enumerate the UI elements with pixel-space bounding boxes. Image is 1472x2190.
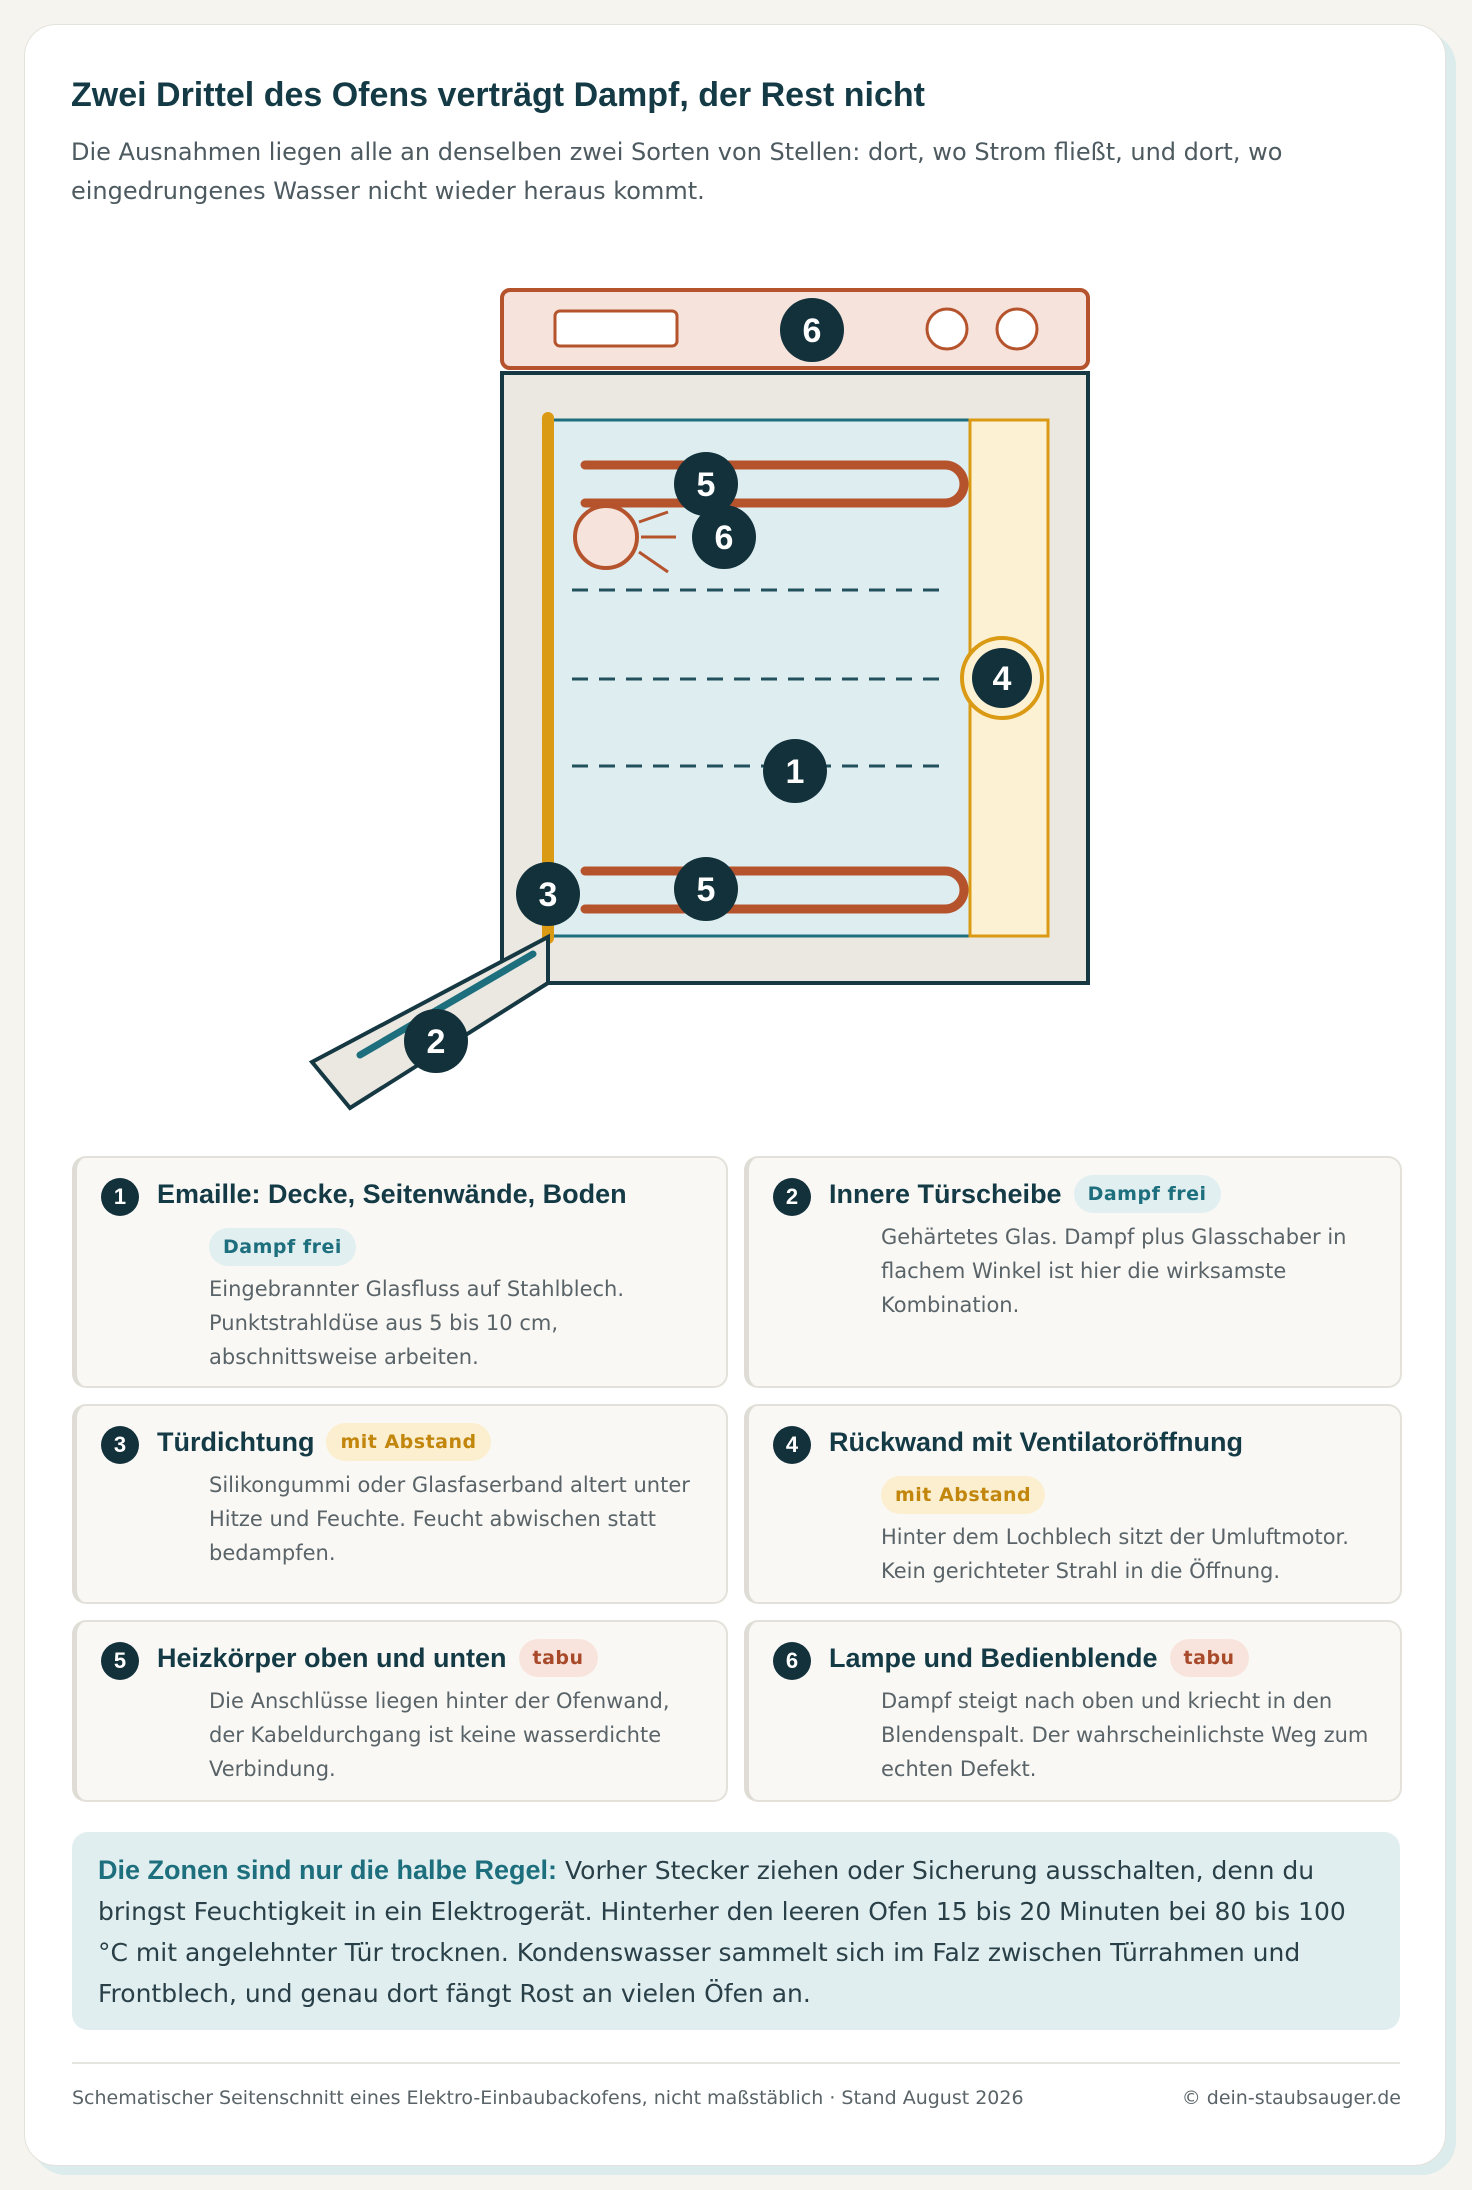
svg-text:1: 1 xyxy=(785,753,805,791)
zone-card-door-glass xyxy=(744,1156,1402,1388)
svg-text:6: 6 xyxy=(802,312,822,350)
zone-title: Lampe und Bedienblende xyxy=(829,1643,1158,1673)
zone-description: Eingebrannter Glasfluss auf Stahlblech. Punktstrahldüse aus 5 bis 10 cm, abschnittsweise arbeiten. xyxy=(209,1277,625,1369)
zone-description: Hinter dem Lochblech sitzt der Umluftmotor. Kein gerichteter Strahl in die Öffnung. xyxy=(881,1525,1349,1583)
oven-lamp xyxy=(575,506,637,568)
rule-callout xyxy=(72,1832,1400,2030)
footer-divider xyxy=(72,2062,1400,2064)
status-badge: tabu xyxy=(1170,1639,1249,1677)
marker-4-fan xyxy=(972,648,1032,708)
svg-text:5: 5 xyxy=(696,871,716,909)
zone-title: Heizkörper oben und unten xyxy=(157,1643,507,1673)
status-badge: Dampf frei xyxy=(1074,1175,1221,1213)
page-subtitle: Die Ausnahmen liegen alle an denselben zwei Sorten von Stellen: dort, wo Strom fließt, und dort, wo eingedrungenes Wasser nicht wieder heraus kommt. xyxy=(71,138,1283,205)
status-badge: mit Abstand xyxy=(881,1476,1045,1514)
marker-6-lamp xyxy=(692,505,756,569)
marker-1-enamel xyxy=(763,739,827,803)
control-knob-left xyxy=(927,309,967,349)
zone-description: Silikongummi oder Glasfaserband altert unter Hitze und Feuchte. Feucht abwischen statt bedampfen. xyxy=(209,1473,690,1565)
zone-description: Die Anschlüsse liegen hinter der Ofenwand, der Kabeldurchgang ist keine wasserdichte Verbindung. xyxy=(209,1689,670,1781)
marker-3-seal xyxy=(516,862,580,926)
footer-copyright: © dein-staubsauger.de xyxy=(1181,2087,1401,2109)
rule-text-block xyxy=(98,1850,1374,2014)
zone-header xyxy=(829,1422,1386,1462)
zone-title: Innere Türscheibe xyxy=(829,1179,1062,1209)
zone-header xyxy=(829,1174,1386,1214)
zone-card-door-seal xyxy=(72,1404,728,1604)
zone-number: 1 xyxy=(101,1178,139,1216)
zone-number: 5 xyxy=(101,1642,139,1680)
zone-card-back-wall xyxy=(744,1404,1402,1604)
marker-2-glass xyxy=(404,1009,468,1073)
rule-body: Vorher Stecker ziehen oder Sicherung ausschalten, denn du bringst Feuchtigkeit in ein Elektrogerät. Hinterher den leeren Ofen 15 bis 20 Minuten bei 80 bis 100 °C mit angelehnter Tür trocknen. Kondenswasser sammelt sich im Falz zwischen Türrahmen und Frontblech, und genau dort fängt Rost an vielen Öfen an. xyxy=(98,1856,1346,2008)
zone-header xyxy=(157,1638,712,1678)
zone-number: 2 xyxy=(773,1178,811,1216)
status-badge: tabu xyxy=(519,1639,598,1677)
svg-text:5: 5 xyxy=(696,466,716,504)
footer-caption: Schematischer Seitenschnitt eines Elektro-Einbaubackofens, nicht maßstäblich · Stand August 2026 xyxy=(72,2087,1024,2109)
zone-tag-row xyxy=(881,1476,1045,1514)
status-badge: mit Abstand xyxy=(326,1423,490,1461)
svg-text:4: 4 xyxy=(992,660,1012,698)
zone-title: Emaille: Decke, Seitenwände, Boden xyxy=(157,1179,627,1209)
marker-6-panel xyxy=(780,298,844,362)
svg-text:6: 6 xyxy=(714,519,734,557)
zone-card-heating-elements xyxy=(72,1620,728,1802)
zone-description: Gehärtetes Glas. Dampf plus Glasschaber in flachem Winkel ist hier die wirksamste Kombination. xyxy=(881,1225,1347,1317)
zone-number: 3 xyxy=(101,1426,139,1464)
zone-header xyxy=(157,1422,712,1462)
zone-title: Rückwand mit Ventilatoröffnung xyxy=(829,1427,1244,1457)
zone-header xyxy=(157,1174,712,1214)
svg-text:3: 3 xyxy=(538,876,558,914)
zone-header xyxy=(829,1638,1386,1678)
svg-text:2: 2 xyxy=(426,1023,446,1061)
control-knob-right xyxy=(997,309,1037,349)
zone-description: Dampf steigt nach oben und kriecht in den Blendenspalt. Der wahrscheinlichste Weg zum echten Defekt. xyxy=(881,1689,1369,1781)
zone-title: Türdichtung xyxy=(157,1427,315,1457)
zone-tag-row xyxy=(209,1228,356,1266)
zone-card-lamp-panel xyxy=(744,1620,1402,1802)
zone-number: 4 xyxy=(773,1426,811,1464)
status-badge: Dampf frei xyxy=(209,1228,356,1266)
page-title: Zwei Drittel des Ofens verträgt Dampf, der Rest nicht xyxy=(71,76,925,114)
zone-card-enamel xyxy=(72,1156,728,1388)
display-window xyxy=(555,311,677,346)
zone-number: 6 xyxy=(773,1642,811,1680)
rule-lead: Die Zonen sind nur die halbe Regel: xyxy=(98,1855,558,1885)
marker-5-bottom xyxy=(674,857,738,921)
